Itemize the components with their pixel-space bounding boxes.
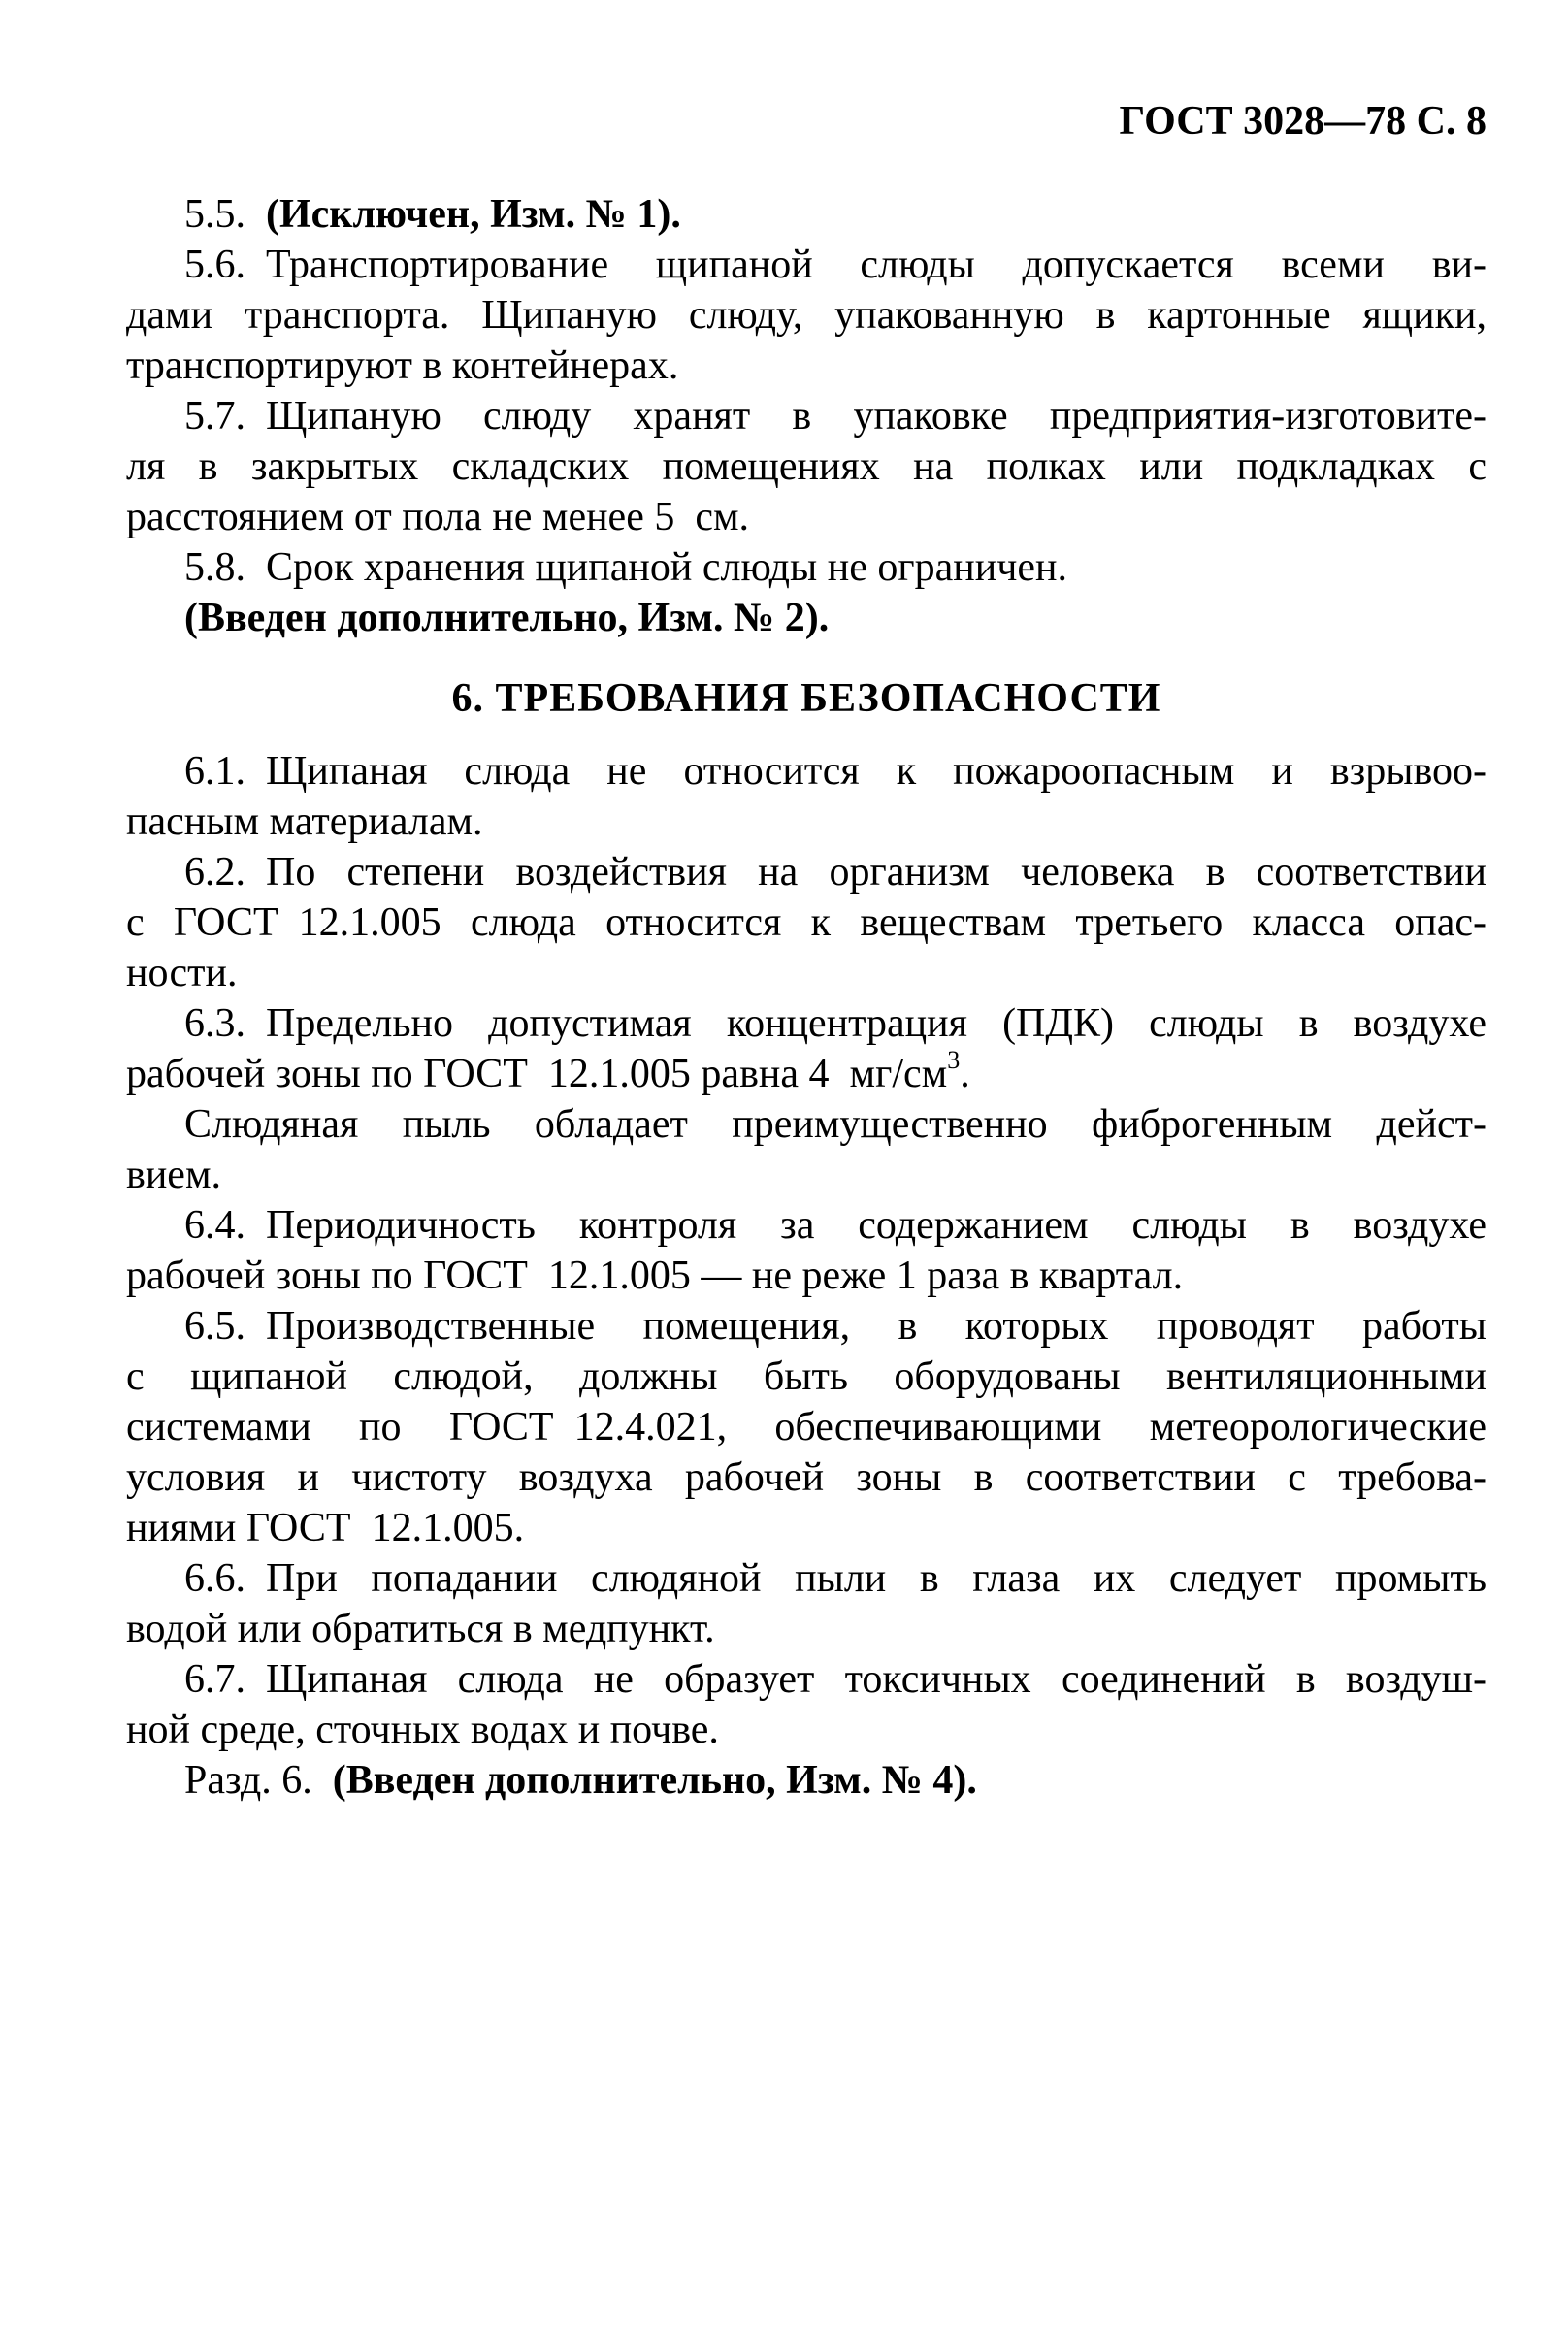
text-line: ниями ГОСТ 12.1.005. bbox=[126, 1506, 525, 1550]
amendment-note: (Введен дополнительно, Изм. № 2). bbox=[184, 596, 830, 640]
clause-number: 5.5. bbox=[184, 192, 266, 237]
text-line: ности. bbox=[126, 951, 238, 995]
paragraph-5-8 bbox=[126, 542, 1486, 593]
paragraph-6-6 bbox=[126, 1553, 1486, 1654]
text-line bbox=[126, 1755, 1486, 1806]
section-heading-6: 6. ТРЕБОВАНИЯ БЕЗОПАСНОСТИ bbox=[451, 676, 1161, 721]
text-line: ля в закрытых складских помещениях на полках или подкладках с bbox=[126, 444, 1486, 489]
paragraph-6-1 bbox=[126, 746, 1486, 847]
amendment-note: (Исключен, Изм. № 1). bbox=[266, 192, 681, 237]
text-line: условия и чистоту воздуха рабочей зоны в соответствии с требова- bbox=[126, 1455, 1486, 1500]
text-segment: . bbox=[960, 1052, 970, 1096]
text-line: вием. bbox=[126, 1153, 222, 1197]
text-line: системами по ГОСТ 12.4.021, обеспечивающими метеорологические bbox=[126, 1405, 1486, 1450]
text-line: с щипаной слюдой, должны быть оборудованы вентиляционными bbox=[126, 1354, 1486, 1399]
text-line bbox=[126, 1046, 1486, 1099]
text-line: расстоянием от пола не менее 5 см. bbox=[126, 495, 750, 539]
text-line: 6.6. При попадании слюдяной пыли в глаза их следует промыть bbox=[184, 1556, 1486, 1601]
text-line: водой или обратиться в медпункт. bbox=[126, 1607, 715, 1651]
text-line: дами транспорта. Щипаную слюду, упакованную в картонные ящики, bbox=[126, 293, 1486, 338]
paragraph-6-4 bbox=[126, 1200, 1486, 1301]
paragraph-6-2 bbox=[126, 847, 1486, 998]
text-line: Слюдяная пыль обладает преимущественно фиброгенным дейст- bbox=[184, 1102, 1486, 1147]
text-line: 6.7. Щипаная слюда не образует токсичных соединений в воздуш- bbox=[184, 1657, 1486, 1702]
paragraph-6-7 bbox=[126, 1654, 1486, 1755]
text-line: рабочей зоны по ГОСТ 12.1.005 — не реже 1 раза в квартал. bbox=[126, 1254, 1184, 1298]
paragraph-6-3 bbox=[126, 998, 1486, 1099]
paragraph-5-7 bbox=[126, 391, 1486, 542]
document-body bbox=[126, 189, 1486, 1806]
paragraph-5-5 bbox=[126, 189, 1486, 240]
text-line: 6.2. По степени воздействия на организм человека в соответствии bbox=[184, 850, 1486, 895]
text-line: с ГОСТ 12.1.005 слюда относится к веществам третьего класса опас- bbox=[126, 900, 1486, 945]
paragraph-mica-dust bbox=[126, 1099, 1486, 1200]
page-header-gost-number: ГОСТ 3028—78 С. 8 bbox=[1119, 99, 1486, 144]
text-line bbox=[126, 189, 1486, 240]
text-line: пасным материалам. bbox=[126, 799, 483, 844]
text-line: 6.5. Производственные помещения, в которых проводят работы bbox=[184, 1304, 1486, 1349]
text-line: 6.1. Щипаная слюда не относится к пожароопасным и взрывоо- bbox=[184, 749, 1486, 794]
text-segment: рабочей зоны по ГОСТ 12.1.005 равна 4 мг/см bbox=[126, 1052, 948, 1096]
paragraph-6-5 bbox=[126, 1301, 1486, 1553]
paragraph-razdel-6 bbox=[126, 1755, 1486, 1806]
paragraph-amendment-2 bbox=[126, 593, 1486, 643]
paragraph-5-6 bbox=[126, 240, 1486, 391]
clause-number: Разд. 6. bbox=[184, 1758, 333, 1803]
text-line: 5.8. Срок хранения щипаной слюды не ограничен. bbox=[184, 545, 1067, 590]
text-line: 6.4. Периодичность контроля за содержанием слюды в воздухе bbox=[184, 1203, 1486, 1248]
text-line: 5.6. Транспортирование щипаной слюды допускается всеми ви- bbox=[184, 243, 1486, 287]
text-line: 5.7. Щипаную слюду хранят в упаковке предприятия-изготовите- bbox=[184, 394, 1486, 439]
text-line: транспортируют в контейнерах. bbox=[126, 343, 679, 388]
amendment-note: (Введен дополнительно, Изм. № 4). bbox=[332, 1758, 977, 1803]
superscript-exponent: 3 bbox=[947, 1046, 961, 1075]
text-line: 6.3. Предельно допустимая концентрация (ПДК) слюды в воздухе bbox=[184, 1001, 1486, 1046]
text-line: ной среде, сточных водах и почве. bbox=[126, 1708, 719, 1752]
